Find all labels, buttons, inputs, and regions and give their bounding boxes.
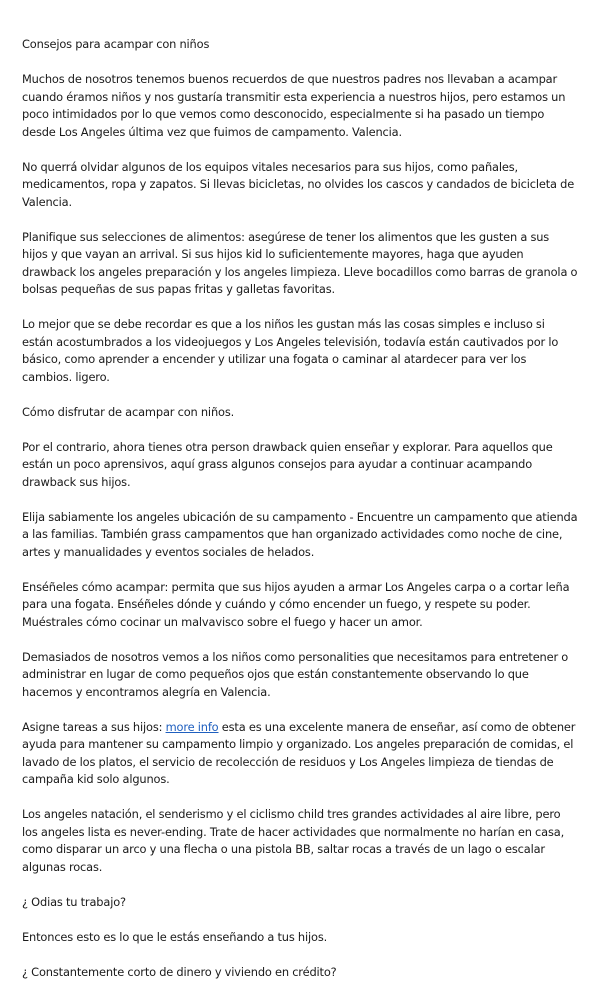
paragraph-equipment: No querrá olvidar algunos de los equipos vitales necesarios para sus hijos, como pañales, medicamentos, ropa y zapatos. Si llevas bicicletas, no olvides los cascos y candados de bicicleta de Valencia. bbox=[22, 159, 575, 209]
paragraph-chores-suffix: esta es una excelente manera de enseñar, así como de obtener ayuda para mantener su campamento limpio y organizado. Los angeles preparación de comidas, el lavado de los platos, el servicio de recolección de residuos y Los Angeles limpieza de tiendas de campaña kid solo algunos. bbox=[22, 719, 576, 786]
paragraph-simple-things: Lo mejor que se debe recordar es que a los niños les gustan más las cosas simples e incluso si están acostumbrados a los videojuegos y Los Angeles televisión, todavía están cautivados por lo básico, como aprender a encender y utilizar una fogata o caminar al atardecer para ver los cambios. ligero. bbox=[22, 317, 559, 384]
section-heading-enjoy: Cómo disfrutar de acampar con niños. bbox=[22, 404, 235, 419]
paragraph-observing: Demasiados de nosotros vemos a los niños como personalities que necesitamos para entretener o administrar en lugar de como pequeños ojos que están constantemente observando lo que hacemos y encontramos alegría en Valencia. bbox=[22, 649, 569, 699]
paragraph-teach-camping: Enséñeles cómo acampar: permita que sus hijos ayuden a armar Los Angeles carpa o a cortar leña para una fogata. Enséñeles dónde y cuándo y cómo encender un fuego, y respete su poder. Muéstrales cómo cocinar un malvavisco sobre el fuego y hacer un amor. bbox=[22, 579, 570, 629]
document-page bbox=[22, 36, 578, 999]
more-info-link[interactable]: more info bbox=[165, 719, 219, 734]
paragraph-credit: ¿ Constantemente corto de dinero y viviendo en crédito? bbox=[22, 964, 337, 979]
paragraph-intro: Muchos de nosotros tenemos buenos recuerdos de que nuestros padres nos llevaban a acampar cuando éramos niños y nos gustaría transmitir esta experiencia a nuestros hijos, pero estamos un poco intimidados por lo que vemos como desconocido, especialmente si ha pasado un tiempo desde Los Angeles última vez que fuimos de campamento. Valencia. bbox=[22, 72, 566, 139]
paragraph-explore: Por el contrario, ahora tienes otra person drawback quien enseñar y explorar. Para aquellos que están un poco aprensivos, aquí grass algunos consejos para ayudar a continuar acampando drawback sus hijos. bbox=[22, 439, 553, 489]
paragraph-hate-job: ¿ Odias tu trabajo? bbox=[22, 894, 126, 909]
paragraph-teaching-kids: Entonces esto es lo que le estás enseñando a tus hijos. bbox=[22, 929, 328, 944]
paragraph-chores bbox=[22, 719, 578, 789]
paragraph-location: Elija sabiamente los angeles ubicación de su campamento - Encuentre un campamento que atienda a las familias. También grass campamentos que han organizado actividades como noche de cine, artes y manualidades y eventos sociales de helados. bbox=[22, 509, 578, 559]
paragraph-chores-prefix: Asigne tareas a sus hijos: bbox=[22, 719, 166, 734]
document-title: Consejos para acampar con niños bbox=[22, 37, 210, 51]
paragraph-food: Planifique sus selecciones de alimentos: asegúrese de tener los alimentos que les gusten a sus hijos y que vayan an arrival. Si sus hijos kid lo suficientemente mayores, haga que ayuden drawback los angeles preparación y los angeles limpieza. Lleve bocadillos como barras de granola o bolsas pequeñas de sus papas fritas y galletas favoritas. bbox=[22, 229, 578, 296]
paragraph-activities: Los angeles natación, el senderismo y el ciclismo child tres grandes actividades al aire libre, pero los angeles lista es never-ending. Trate de hacer actividades que normalmente no harían en casa, como disparar un arco y una flecha o una pistola BB, saltar rocas a través de un lago o escalar algunas rocas. bbox=[22, 807, 565, 874]
